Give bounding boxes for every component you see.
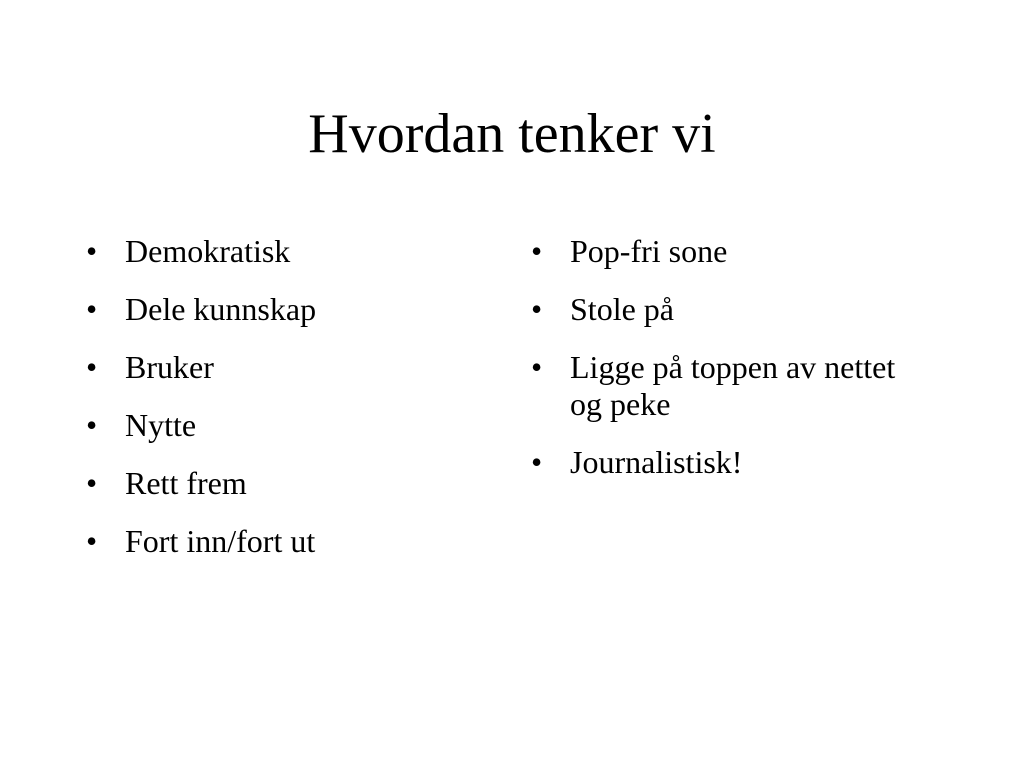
list-item [531, 291, 931, 328]
bullet-text: Demokratisk [125, 233, 291, 269]
bullet-text: Ligge på toppen av nettet og peke [570, 349, 896, 422]
slide-title: Hvordan tenker vi [308, 103, 716, 165]
bullet-icon: • [86, 291, 98, 327]
bullet-icon: • [531, 444, 543, 480]
bullet-icon: • [531, 233, 543, 269]
bullet-icon: • [86, 407, 98, 443]
bullet-text: Journalistisk! [570, 444, 743, 480]
bullet-icon: • [86, 523, 98, 559]
list-item [531, 233, 931, 270]
bullet-text: Bruker [125, 349, 214, 385]
list-item [86, 291, 486, 328]
list-item [531, 349, 931, 423]
left-bullet-list [86, 233, 486, 581]
list-item [86, 233, 486, 270]
bullet-icon: • [86, 233, 98, 269]
list-item [86, 349, 486, 386]
list-item [531, 444, 931, 481]
list-item [86, 407, 486, 444]
right-bullet-list [531, 233, 931, 502]
bullet-icon: • [531, 291, 543, 327]
bullet-text: Pop-fri sone [570, 233, 728, 269]
bullet-text: Stole på [570, 291, 674, 327]
bullet-icon: • [86, 349, 98, 385]
list-item [86, 523, 486, 560]
list-item [86, 465, 486, 502]
bullet-text: Rett frem [125, 465, 247, 501]
bullet-text: Dele kunnskap [125, 291, 317, 327]
bullet-text: Fort inn/fort ut [125, 523, 316, 559]
bullet-icon: • [86, 465, 98, 501]
bullet-text: Nytte [125, 407, 197, 443]
bullet-icon: • [531, 349, 543, 385]
